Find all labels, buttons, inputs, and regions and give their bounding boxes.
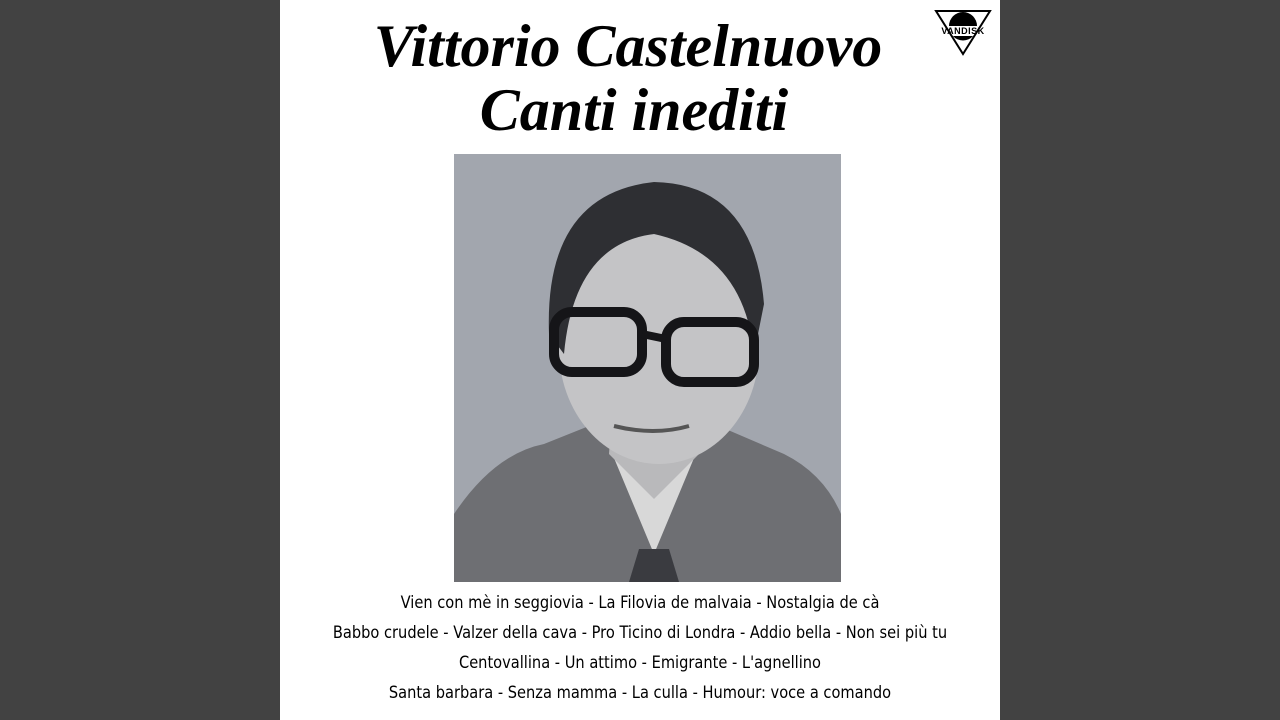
vandisk-logo: VANDISK [934, 8, 994, 56]
track-line: Vien con mè in seggiovia - La Filovia de malvaia - Nostalgia de cà [400, 593, 880, 613]
track-line: Santa barbara - Senza mamma - La culla - Humour: voce a comando [388, 683, 892, 703]
track-list [280, 588, 1000, 708]
album-cover [280, 0, 1000, 720]
track-line: Babbo crudele - Valzer della cava - Pro Ticino di Londra - Addio bella - Non sei più tu [332, 623, 948, 643]
artist-name: Vittorio Castelnuovo [373, 13, 883, 79]
album-title: Canti inediti [479, 77, 789, 143]
artist-portrait-photo [454, 154, 841, 582]
track-line: Centovallina - Un attimo - Emigrante - L'agnellino [458, 653, 822, 673]
